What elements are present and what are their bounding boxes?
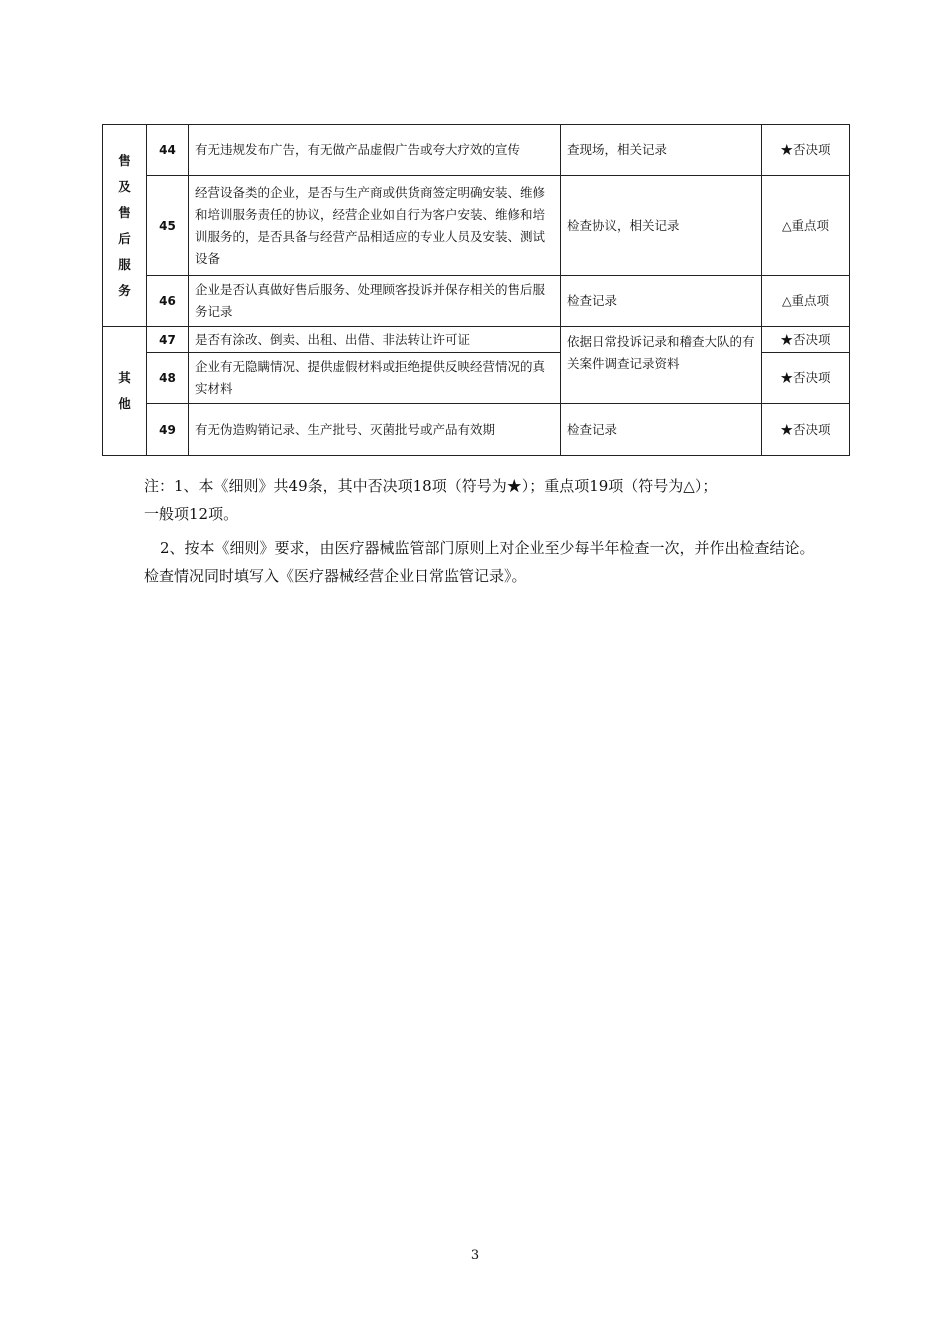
table-row [103,327,850,353]
item-number: 45 [147,176,189,276]
table-row [103,125,850,176]
table-row [103,276,850,327]
check-method: 检查记录 [561,276,762,327]
item-description: 有无违规发布广告，有无做产品虚假广告或夸大疗效的宣传 [189,125,561,176]
item-description: 企业有无隐瞒情况、提供虚假材料或拒绝提供反映经营情况的真实材料 [189,353,561,404]
note-line-3: 2、按本《细则》要求，由医疗器械监管部门原则上对企业至少每半年检查一次，并作出检查结论。检查情况同时填写入《医疗器械经营企业日常监管记录》。 [144,539,815,585]
notes-section [144,472,824,590]
category-cell [103,327,147,456]
item-level: ★否决项 [762,125,850,176]
item-description: 有无伪造购销记录、生产批号、灭菌批号或产品有效期 [189,404,561,456]
item-number: 47 [147,327,189,353]
category-label: 其他 [118,370,131,411]
category-cell [103,125,147,327]
item-description: 企业是否认真做好售后服务、处理顾客投诉并保存相关的售后服务记录 [189,276,561,327]
item-level: ★否决项 [762,327,850,353]
inspection-table [102,124,850,456]
item-number: 49 [147,404,189,456]
check-method: 检查记录 [561,404,762,456]
item-number: 46 [147,276,189,327]
note-line-2: 一般项12项。 [144,505,239,523]
note-line-1: 注：1、本《细则》共49条，其中否决项18项（符号为★）；重点项19项（符号为△）； [144,477,718,495]
item-level: ★否决项 [762,353,850,404]
check-method: 依据日常投诉记录和稽查大队的有关案件调查记录资料 [561,327,762,404]
check-method: 查现场，相关记录 [561,125,762,176]
item-number: 48 [147,353,189,404]
item-level: △重点项 [762,276,850,327]
table-row [103,176,850,276]
page-number: 3 [470,1248,480,1263]
item-level: △重点项 [762,176,850,276]
item-description: 经营设备类的企业，是否与生产商或供货商签定明确安装、维修和培训服务责任的协议，经营企业如自行为客户安装、维修和培训服务的，是否具备与经营产品相适应的专业人员及安装、测试设备 [189,176,561,276]
table-row [103,404,850,456]
item-level: ★否决项 [762,404,850,456]
item-number: 44 [147,125,189,176]
category-label: 售及售后服务 [118,152,131,298]
check-method: 检查协议，相关记录 [561,176,762,276]
item-description: 是否有涂改、倒卖、出租、出借、非法转让许可证 [189,327,561,353]
